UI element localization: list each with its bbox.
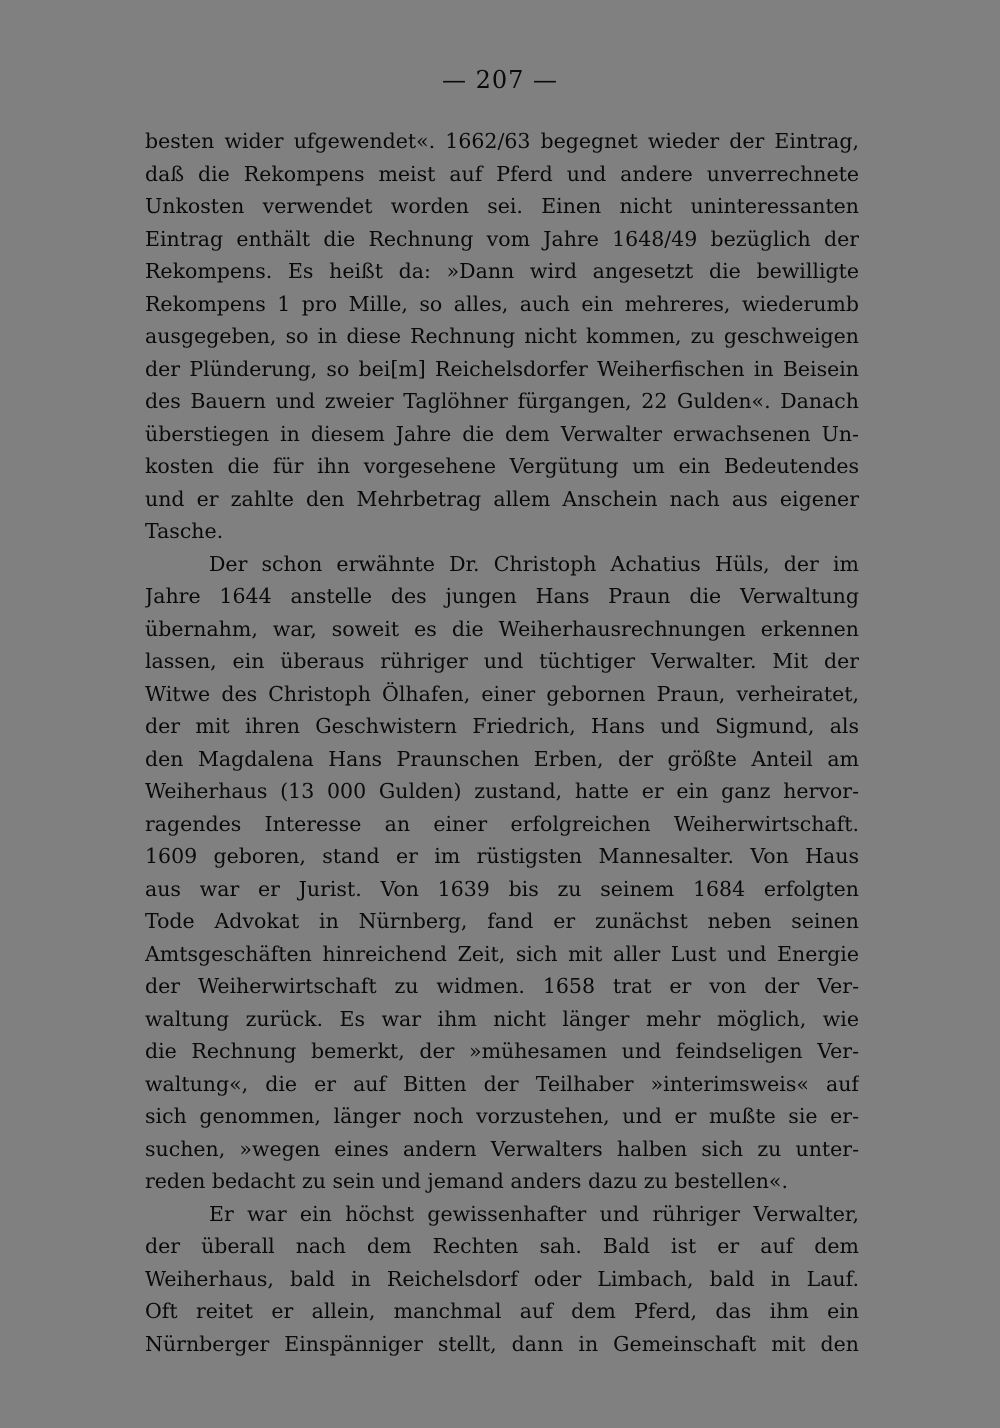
text-line: 1609 geboren, stand er im rüstigsten Mannesalter. Von Haus <box>145 844 859 868</box>
text-line: waltung zurück. Es war ihm nicht länger mehr möglich, wie <box>145 1006 859 1031</box>
text-line: Oft reitet er allein, manchmal auf dem Pferd, das ihm ein <box>145 1299 859 1323</box>
text-line: aus war er Jurist. Von 1639 bis zu seinem 1684 erfolgten <box>145 876 859 901</box>
text-line: Tode Advokat in Nürnberg, fand er zunächst neben seinen <box>145 909 859 933</box>
paragraph <box>145 1198 859 1361</box>
text-line: Amtsgeschäften hinreichend Zeit, sich mit aller Lust und Energie <box>145 941 859 966</box>
paragraph <box>145 125 859 548</box>
text-line: ausgegeben, so in diese Rechnung nicht kommen, zu geschweigen <box>145 324 859 348</box>
text-line: des Bauern und zweier Taglöhner fürgangen, 22 Gulden«. Danach <box>145 389 859 413</box>
text-line: Er war ein höchst gewissenhafter und rühriger Verwalter, <box>209 1201 859 1226</box>
text-line: Nürnberger Einspänniger stellt, dann in Gemeinschaft mit den <box>145 1331 859 1356</box>
text-line: Unkosten verwendet worden sei. Einen nicht uninteressanten <box>145 194 859 218</box>
text-line: überstiegen in diesem Jahre die dem Verwalter erwachsenen Un- <box>145 421 859 446</box>
text-line: der mit ihren Geschwistern Friedrich, Hans und Sigmund, als <box>145 714 859 738</box>
text-line: übernahm, war, soweit es die Weiherhausrechnungen erkennen <box>145 616 859 641</box>
text-line: die Rechnung bemerkt, der »mühesamen und feindseligen Ver- <box>145 1039 859 1063</box>
text-line: der Weiherwirtschaft zu widmen. 1658 trat er von der Ver- <box>145 974 859 998</box>
text-line: Rekompens 1 pro Mille, so alles, auch ein mehreres, wiederumb <box>145 291 859 316</box>
text-line: Jahre 1644 anstelle des jungen Hans Praun die Verwaltung <box>145 584 859 608</box>
text-line: daß die Rekompens meist auf Pferd und andere unverrechnete <box>145 161 859 186</box>
text-line: ragendes Interesse an einer erfolgreichen Weiherwirtschaft. <box>145 811 859 836</box>
text-line: der überall nach dem Rechten sah. Bald ist er auf dem <box>145 1234 859 1258</box>
text-line: Eintrag enthält die Rechnung vom Jahre 1648/49 bezüglich der <box>145 226 859 251</box>
text-line: Weiherhaus (13 000 Gulden) zustand, hatte er ein ganz hervor- <box>145 779 859 803</box>
text-line: Tasche. <box>145 519 224 543</box>
page-number: — 207 — <box>441 66 559 94</box>
paragraph <box>145 548 859 1198</box>
body-text <box>145 125 859 1360</box>
text-line: den Magdalena Hans Praunschen Erben, der größte Anteil am <box>145 746 859 771</box>
text-line: und er zahlte den Mehrbetrag allem Anschein nach aus eigener <box>145 486 859 511</box>
text-line: reden bedacht zu sein und jemand anders dazu zu bestellen«. <box>145 1169 788 1193</box>
text-line: kosten die für ihn vorgesehene Vergütung um ein Bedeutendes <box>145 454 859 478</box>
text-line: Weiherhaus, bald in Reichelsdorf oder Limbach, bald in Lauf. <box>145 1266 859 1291</box>
text-line: sich genommen, länger noch vorzustehen, und er mußte sie er- <box>145 1104 859 1128</box>
text-line: Witwe des Christoph Ölhafen, einer gebornen Praun, verheiratet, <box>145 681 859 706</box>
text-line: Rekompens. Es heißt da: »Dann wird angesetzt die bewilligte <box>145 259 859 283</box>
text-line: waltung«, die er auf Bitten der Teilhaber »interimsweis« auf <box>145 1071 859 1096</box>
text-line: suchen, »wegen eines andern Verwalters halben sich zu unter- <box>145 1136 859 1161</box>
text-line: lassen, ein überaus rühriger und tüchtiger Verwalter. Mit der <box>145 649 859 673</box>
text-line: Der schon erwähnte Dr. Christoph Achatius Hüls, der im <box>209 551 859 576</box>
text-line: der Plünderung, so bei[m] Reichelsdorfer Weiherfischen in Beisein <box>145 356 859 381</box>
text-line: besten wider ufgewendet«. 1662/63 begegnet wieder der Eintrag, <box>145 129 859 153</box>
